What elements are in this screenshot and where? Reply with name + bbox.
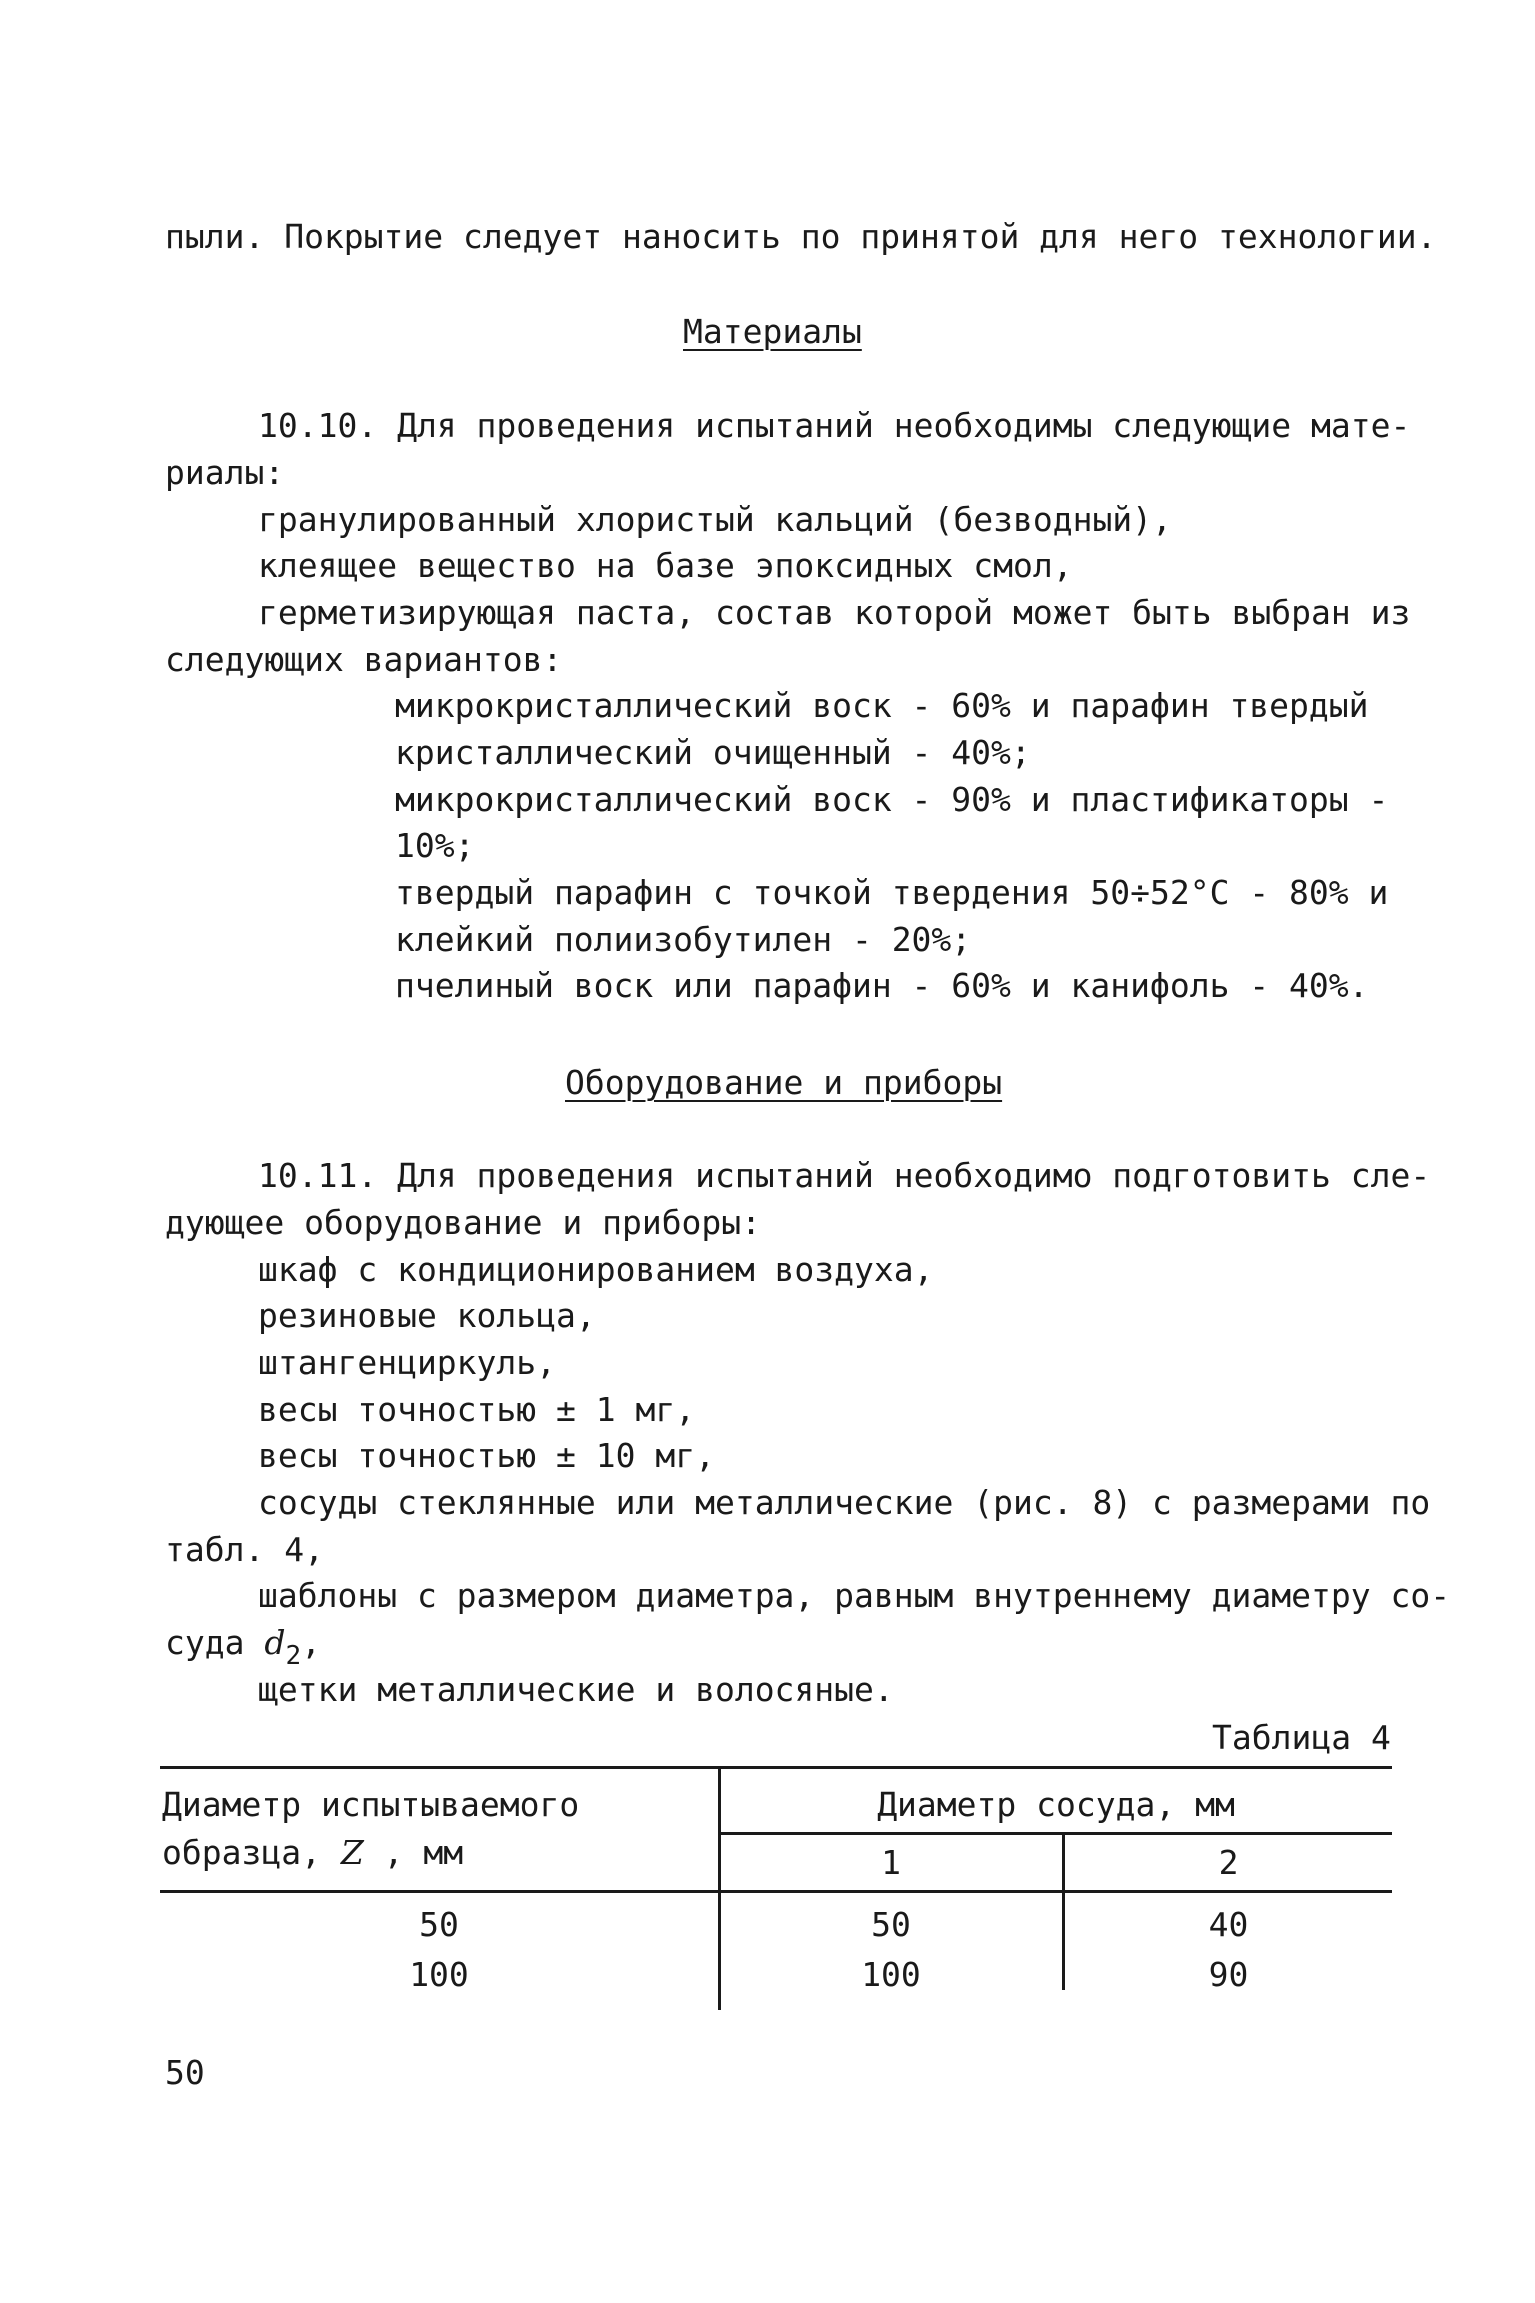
equipment-item-templates: шаблоны с размером диаметра, равным внутреннему диаметру со-: [258, 1576, 1451, 1615]
table-cell-vessel-1: 100: [861, 1955, 921, 1994]
equipment-item-brushes: щетки металлические и волосяные.: [258, 1670, 894, 1709]
table-cell-sample: 50: [419, 1905, 459, 1944]
paste-variant-1: микрокристаллический воск - 60% и парафин твердый: [395, 686, 1369, 725]
paste-variant-4: пчелиный воск или парафин - 60% и канифоль - 40%.: [395, 966, 1369, 1005]
table-group-header: Диаметр сосуда, мм: [877, 1785, 1235, 1824]
equipment-item-cabinet: шкаф с кондиционированием воздуха,: [258, 1250, 934, 1289]
table-header-rule: [160, 1890, 1392, 1893]
paste-variant-2: микрокристаллический воск - 90% и пластификаторы -: [395, 780, 1389, 819]
table-caption: Таблица 4: [1212, 1718, 1391, 1757]
diameter-subscript: 2: [285, 1641, 302, 1671]
paste-variant-3: твердый парафин с точкой твердения 50÷52°C - 80% и: [395, 873, 1389, 912]
paste-variant-3-cont: клейкий полиизобутилен - 20%;: [395, 920, 972, 959]
materials-intro-line2: риалы:: [165, 453, 285, 492]
equipment-intro-line1: 10.11. Для проведения испытаний необходимо подготовить сле-: [258, 1156, 1431, 1195]
intro-line: пыли. Покрытие следует наносить по принятой для него технологии.: [165, 217, 1437, 256]
equipment-item-vessels-cont: табл. 4,: [165, 1530, 324, 1569]
table-col1-header: Диаметр испытываемого: [162, 1785, 580, 1824]
table-top-rule: [160, 1766, 1392, 1769]
equipment-item-caliper: штангенциркуль,: [258, 1343, 557, 1382]
equipment-intro-line2: дующее оборудование и приборы:: [165, 1203, 762, 1242]
equipment-item-vessels: сосуды стеклянные или металлические (рис. 8) с размерами по: [258, 1483, 1431, 1522]
material-item-sealing-paste-cont: следующих вариантов:: [165, 640, 563, 679]
material-item-adhesive: клеящее вещество на базе эпоксидных смол,: [258, 546, 1073, 585]
diameter-symbol: d: [264, 1623, 286, 1662]
equipment-item-rubber-rings: резиновые кольца,: [258, 1296, 596, 1335]
table-cell-vessel-1: 50: [871, 1905, 911, 1944]
equipment-heading: Оборудование и приборы: [565, 1063, 1003, 1102]
materials-intro-line1: 10.10. Для проведения испытаний необходимы следующие мате-: [258, 406, 1411, 445]
paste-variant-1-cont: кристаллический очищенный - 40%;: [395, 733, 1031, 772]
page-number: 50: [165, 2053, 205, 2092]
equipment-item-templates-cont: суда $d_2$,: [165, 1623, 322, 1671]
table-cell-vessel-2: 90: [1208, 1955, 1249, 1994]
table-subheader-1: 1: [881, 1843, 901, 1882]
table-group-rule: [719, 1832, 1392, 1835]
equipment-item-scales-10mg: весы точностью ± 10 мг,: [258, 1436, 715, 1475]
table-col1-header-cont: образца, Z , мм: [162, 1833, 464, 1872]
table-cell-sample: 100: [409, 1955, 469, 1994]
table-cell-vessel-2: 40: [1208, 1905, 1249, 1944]
paste-variant-2-cont: 10%;: [395, 826, 475, 865]
material-item-sealing-paste: герметизирующая паста, состав которой может быть выбран из: [258, 593, 1411, 632]
materials-heading: Материалы: [683, 312, 862, 351]
table-subheader-2: 2: [1218, 1843, 1239, 1882]
sample-diameter-symbol: Z: [340, 1833, 364, 1872]
material-item-calcium-chloride: гранулированный хлористый кальций (безводный),: [258, 500, 1172, 539]
equipment-item-scales-1mg: весы точностью ± 1 мг,: [258, 1390, 696, 1429]
